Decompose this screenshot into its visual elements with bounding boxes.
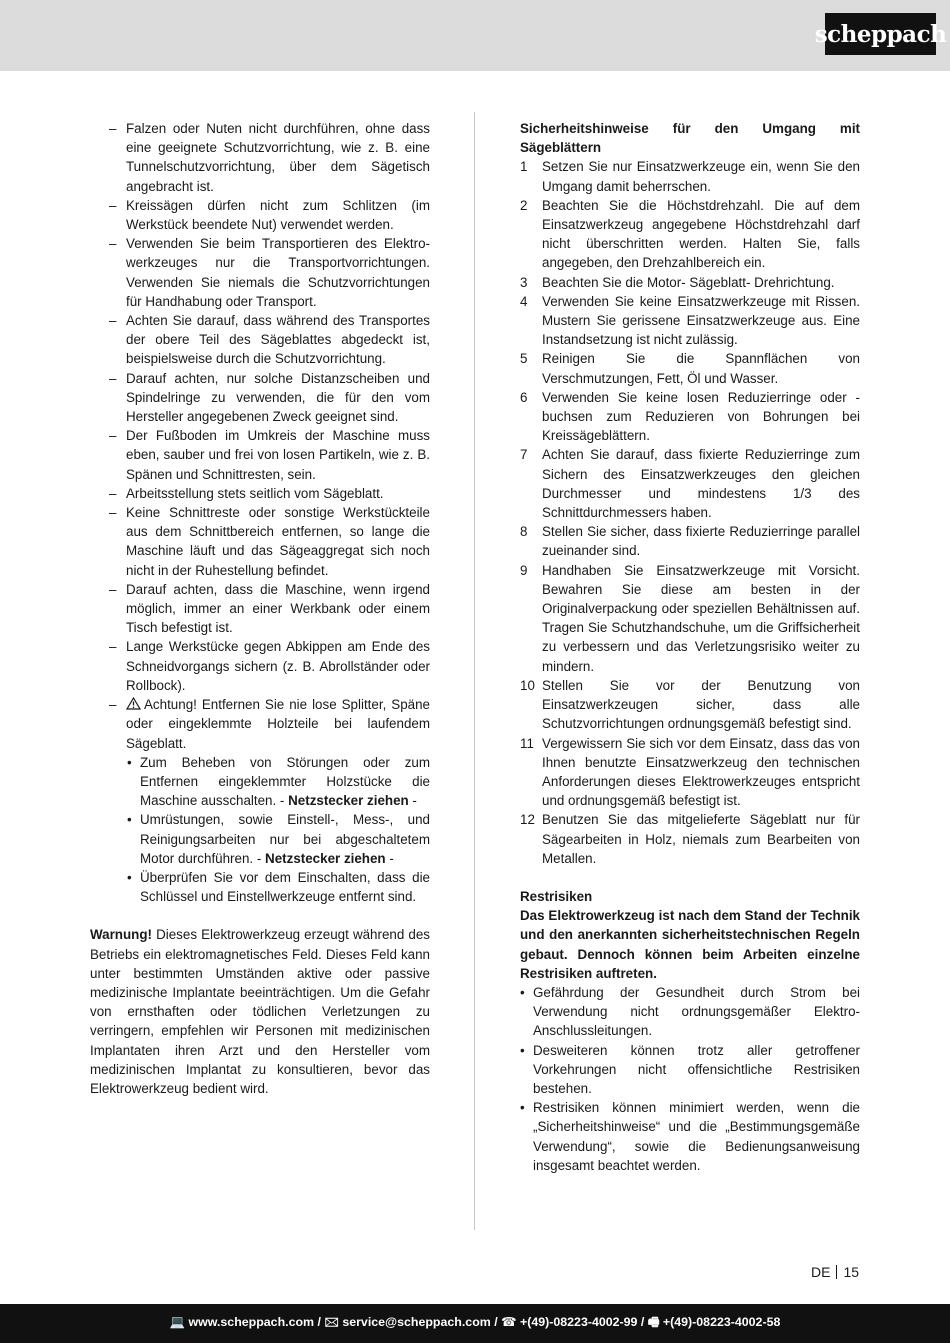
numbered-item: 5 Reinigen Sie die Spannflächen von Verschmutzungen, Fett, Öl und Wasser. <box>520 351 860 386</box>
list-item: – Achten Sie darauf, dass während des Transportes der obere Teil des Sägeblattes abgedeckt ist, beispielsweise durch die Schutzvorrichtung. <box>109 313 430 367</box>
sub-list-item: • Zum Beheben von Störungen oder zum Entfernen eingeklemmter Holzstücke die Maschine ausschalten. - Netzstecker ziehen - <box>127 754 430 809</box>
numbered-item: 6 Verwenden Sie keine losen Reduzierringe oder -buchsen zum Reduzieren von Bohrungen bei Kreissägeblättern. <box>520 389 860 444</box>
list-item: – Kreissägen dürfen nicht zum Schlitzen (im Werkstück beendete Nut) verwendet werden. <box>109 197 430 233</box>
sub-list-item: • Überprüfen Sie vor dem Einschalten, dass die Schlüssel und Einstellwerkzeuge entfernt sind. <box>127 869 430 905</box>
list-item: – Darauf achten, dass die Maschine, wenn irgend möglich, immer an einer Werkbank oder einem Tisch befestigt ist. <box>109 581 430 636</box>
list-item: – Arbeitsstellung stets seitlich vom Sägeblatt. <box>109 485 384 501</box>
list-item: • Gefährdung der Gesundheit durch Strom bei Verwendung nicht ordnungsgemäßer Elektro-Anschlussleitungen. <box>520 984 860 1039</box>
header-band <box>0 0 950 71</box>
footer-contact-text: 💻 www.scheppach.com / 🖂 service@scheppach.com / ☎ +(49)-08223-4002-99 / 🖷 +(49)-08223-4002-58 <box>169 1315 781 1329</box>
list-item: • Restrisiken können minimiert werden, wenn die „Sicherheitshinweise“ und die „Bestimmungsgemäße Verwendung“, sowie die Bedienungsanweisung insgesamt beachtet werden. <box>520 1100 860 1173</box>
restrisiken-heading: Restrisiken <box>520 888 593 904</box>
numbered-item: 8 Stellen Sie sicher, dass fixierte Reduzierringe parallel zueinander sind. <box>520 524 860 559</box>
numbered-item: 1 Setzen Sie nur Einsatzwerkzeuge ein, wenn Sie den Umgang damit beherrschen. <box>520 159 860 194</box>
numbered-item: 2 Beachten Sie die Höchstdrehzahl. Die auf dem Einsatzwerkzeug angegebene Höchstdrehzahl darf nicht überschritten werden. Halten Sie, falls angegeben, den Drehzahlbereich ein. <box>520 197 860 271</box>
numbered-item: 7 Achten Sie darauf, dass fixierte Reduzierringe zum Sichern des Einsatzwerkzeuges den gleichen Durchmesser und mindestens 1/3 des Schnittdurchmessers haben. <box>520 447 860 521</box>
numbered-item: 3 Beachten Sie die Motor- Sägeblatt- Drehrichtung. <box>520 274 835 290</box>
list-item: – Lange Werkstücke gegen Abkippen am Ende des Schneidvorgangs sichern (z. B. Abrollständer oder Rollbock). <box>109 639 430 693</box>
numbered-item: 9 Handhaben Sie Einsatzwerkzeuge mit Vorsicht. Bewahren Sie diese am besten in der Originalverpackung oder speziellen Behältnissen auf. Tragen Sie Schutzhandschuhe, um die Griffsicherheit zu verbessern und das Verletzungsrisiko weiter zu mindern. <box>520 562 860 674</box>
column-divider <box>474 112 475 1230</box>
footer-contact-bar <box>0 1304 950 1343</box>
list-item: – Verwenden Sie beim Transportieren des Elektro-werkzeuges nur die Transportvorrichtungen. Verwenden Sie niemals die Schutzvorrichtungen für Handhabung oder Transport. <box>109 236 430 309</box>
page-number: DE 15 <box>811 1264 860 1280</box>
warning-triangle-icon <box>126 697 141 710</box>
emf-warning-paragraph: Warnung! Dieses Elektrowerkzeug erzeugt während des Betriebs ein elektromagnetisches Feld. Dieses Feld kann unter bestimmten Umständen aktive oder passive medizinische Implantate beeinträchtigen. Um die Gefahr von ernsthaften oder tödlichen Verletzungen zu verringern, empfehlen wir Personen mit medizinischen Implantaten ihren Arzt und den Hersteller vom medizinischen Implantat zu konsultieren, bevor das Elektrowerkzeug bedient wird. <box>90 927 430 1096</box>
warning-list-item: – Achtung! Entfernen Sie nie lose Splitter, Späne oder eingeklemmte Holzteile bei laufendem Sägeblatt. <box>109 697 430 751</box>
right-column <box>520 119 860 1175</box>
restrisiken-intro: Das Elektrowerkzeug ist nach dem Stand der Technik und den anerkannten sicherheitstechnischen Regeln gebaut. Dennoch können beim Arbeiten einzelne Restrisiken auftreten. <box>520 908 860 981</box>
list-item: – Keine Schnittreste oder sonstige Werkstückteile aus dem Schnittbereich entfernen, so lange die Maschine läuft und das Sägeaggregat sich noch nicht in der Ruhestellung befindet. <box>109 505 430 578</box>
section-heading: Sicherheitshinweise für den Umgang mit Sägeblättern <box>520 121 860 156</box>
numbered-item: 4 Verwenden Sie keine Einsatzwerkzeuge mit Rissen. Mustern Sie gerissene Einsatzwerkzeuge aus. Eine Instandsetzung ist nicht zulässig. <box>520 293 860 348</box>
left-column <box>90 119 430 1098</box>
list-item: – Falzen oder Nuten nicht durchführen, ohne dass eine geeignete Schutzvorrichtung, wie z. B. eine Tunnelschutzvorrichtung, über dem Sägetisch angebracht ist. <box>109 121 430 194</box>
list-item: – Darauf achten, nur solche Distanzscheiben und Spindelringe zu verwenden, die für den vom Hersteller angegebenen Zweck geeignet sind. <box>109 370 430 425</box>
numbered-item: 10 Stellen Sie vor der Benutzung von Einsatzwerkzeugen sicher, dass alle Schutzvorrichtungen ordnungsgemäß befestigt sind. <box>520 677 860 732</box>
brand-logo: scheppach <box>825 13 936 55</box>
sub-list-item: • Umrüstungen, sowie Einstell-, Mess-, und Reinigungsarbeiten nur bei abgeschaltetem Motor durchführen. - Netzstecker ziehen - <box>127 812 430 866</box>
list-item: • Desweiteren können trotz aller getroffener Vorkehrungen nicht offensichtliche Restrisiken bestehen. <box>520 1042 860 1096</box>
list-item: – Der Fußboden im Umkreis der Maschine muss eben, sauber und frei von losen Partikeln, wie z. B. Spänen und Schnittresten, sein. <box>109 428 430 482</box>
numbered-item: 11 Vergewissern Sie sich vor dem Einsatz, dass das von Ihnen benutzte Einsatzwerkzeug den technischen Anforderungen dieses Elektrowerkzeuges entspricht und ordnungsgemäß befestigt ist. <box>520 735 860 809</box>
numbered-item: 12 Benutzen Sie das mitgelieferte Sägeblatt nur für Sägearbeiten in Holz, niemals zum Bearbeiten von Metallen. <box>520 812 860 866</box>
